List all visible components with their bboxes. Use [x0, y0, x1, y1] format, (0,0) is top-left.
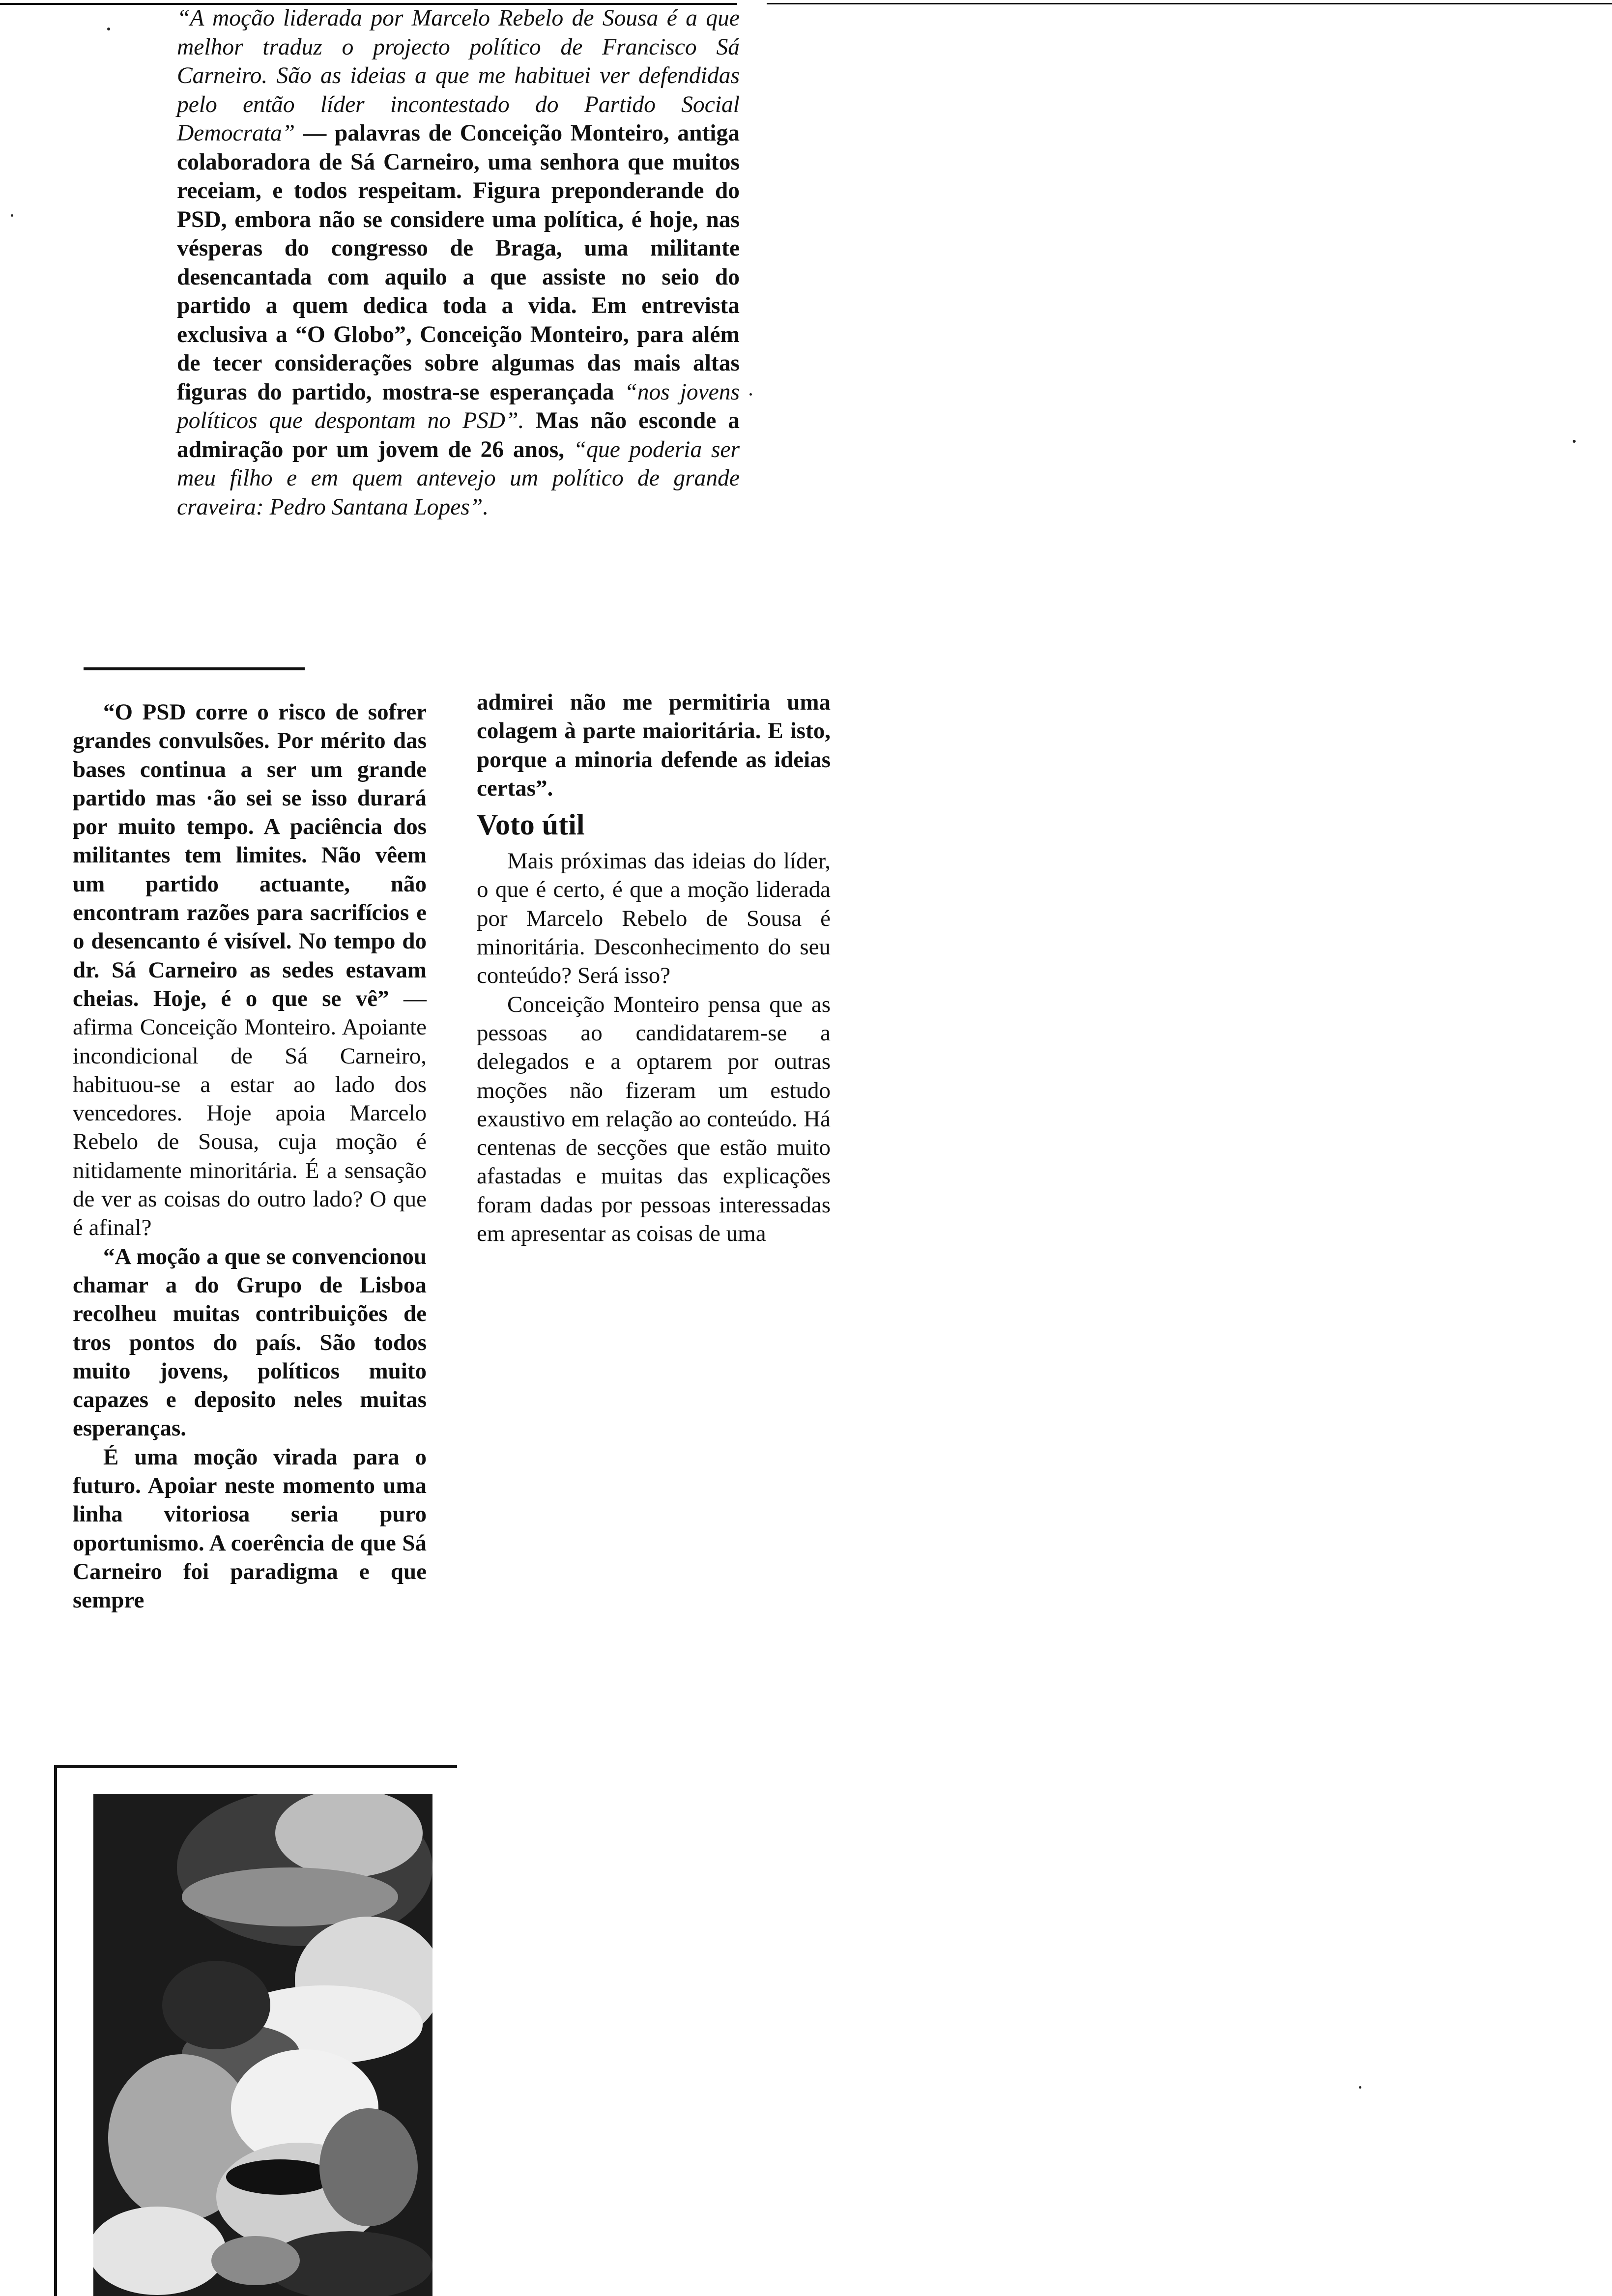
print-speck [1573, 440, 1576, 443]
intro-italic-1: “nos jovens políticos que despontam no PSD”. [177, 379, 740, 433]
col1-p1-normal: — afirma Conceição Monteiro. Apoiante incondicional de Sá Carneiro, habituou-se a estar ao lado dos vencedores. Hoje apoia Marcelo Rebelo de Sousa, cuja moção é nitidamente minoritária. É a sensação de ver as coisas do outro lado? O que é afinal? [73, 985, 427, 1241]
print-speck [1359, 2086, 1361, 2089]
print-speck [107, 28, 110, 30]
col1-paragraph-2: “A moção a que se convencionou chamar a do Grupo de Lisboa recolheu muitas contribuições de tros pontos do país. São todos muito jovens, políticos muito capazes e deposito neles muitas esperanças. [73, 1243, 427, 1441]
col1-p1-bold: “O PSD corre o risco de sofrer grandes convulsões. Por mérito das bases continua a ser um grande partido mas ·ão sei se isso durará por muito tempo. A paciência dos militantes tem limites. Não vêem um partido actuante, não encontram razões para sacrifícios e o desencanto é visível. No tempo do dr. Sá Carneiro as sedes estavam cheias. Hoje, é o que se vê” [73, 699, 427, 1011]
col2-paragraph-1: admirei não me permitiria uma colagem à parte maioritária. E isto, porque a minoria defende as ideias certas”. [477, 689, 831, 801]
col2-paragraph-3: Conceição Monteiro pensa que as pessoas ao candidatarem-se a delegados e a optarem por outras moções não fizeram um estudo exaustivo em relação ao conteúdo. Há centenas de secções que estão muito afastadas e muitas das explicações foram dadas por pessoas interessadas em apresentar as coisas de uma [477, 991, 831, 1247]
print-speck [11, 214, 13, 217]
section-subhead: Voto útil [477, 808, 585, 841]
intro-dash: — [295, 120, 335, 146]
intro-quote: “A moção liderada por Marcelo Rebelo de Sousa é a que melhor traduz o projecto político de Francisco Sá Carneiro. São as ideias a que me habituei ver defendidas pelo então líder incontestado do Partido Social Democrata” [177, 5, 740, 146]
column-left [73, 698, 427, 1615]
print-speck [749, 393, 752, 396]
intro-bold-1: palavras de Conceição Monteiro, antiga colaboradora de Sá Carneiro, uma senhora que muitos receiam, e todos respeitam. Figura preponderande do PSD, embora não se considere uma política, é hoje, nas vésperas do congresso de Braga, uma militante desencantada com aquilo a que assiste no seio do partido a quem dedica toda a vida. Em entrevista exclusiva a “O Globo”, Conceição Monteiro, para além de tecer considerações sobre algumas das mais altas figuras do partido, mostra-se esperançada [177, 120, 740, 405]
portrait-image [93, 1794, 432, 2296]
intro-paragraph [177, 4, 740, 521]
col1-paragraph-3: É uma moção virada para o futuro. Apoiar neste momento uma linha vitoriosa seria puro oportunismo. A coerência de que Sá Carneiro foi paradigma e que sempre [73, 1444, 427, 1613]
col2-paragraph-2: Mais próximas das ideias do líder, o que é certo, é que a moção liderada por Marcelo Rebelo de Sousa é minoritária. Desconhecimento do seu conteúdo? Será isso? [477, 848, 831, 989]
portrait-photo [93, 1794, 432, 2296]
top-rule-right [767, 3, 1612, 4]
intro-italic-2: “que poderia ser meu filho e em quem antevejo um político de grande craveira: Pedro Santana Lopes”. [177, 436, 740, 520]
intro-bold-2: Mas não esconde a admiração por um jovem de 26 anos, [177, 408, 740, 462]
column-right [477, 688, 831, 1248]
col1-paragraph-1 [73, 698, 427, 1242]
section-separator [84, 667, 305, 670]
